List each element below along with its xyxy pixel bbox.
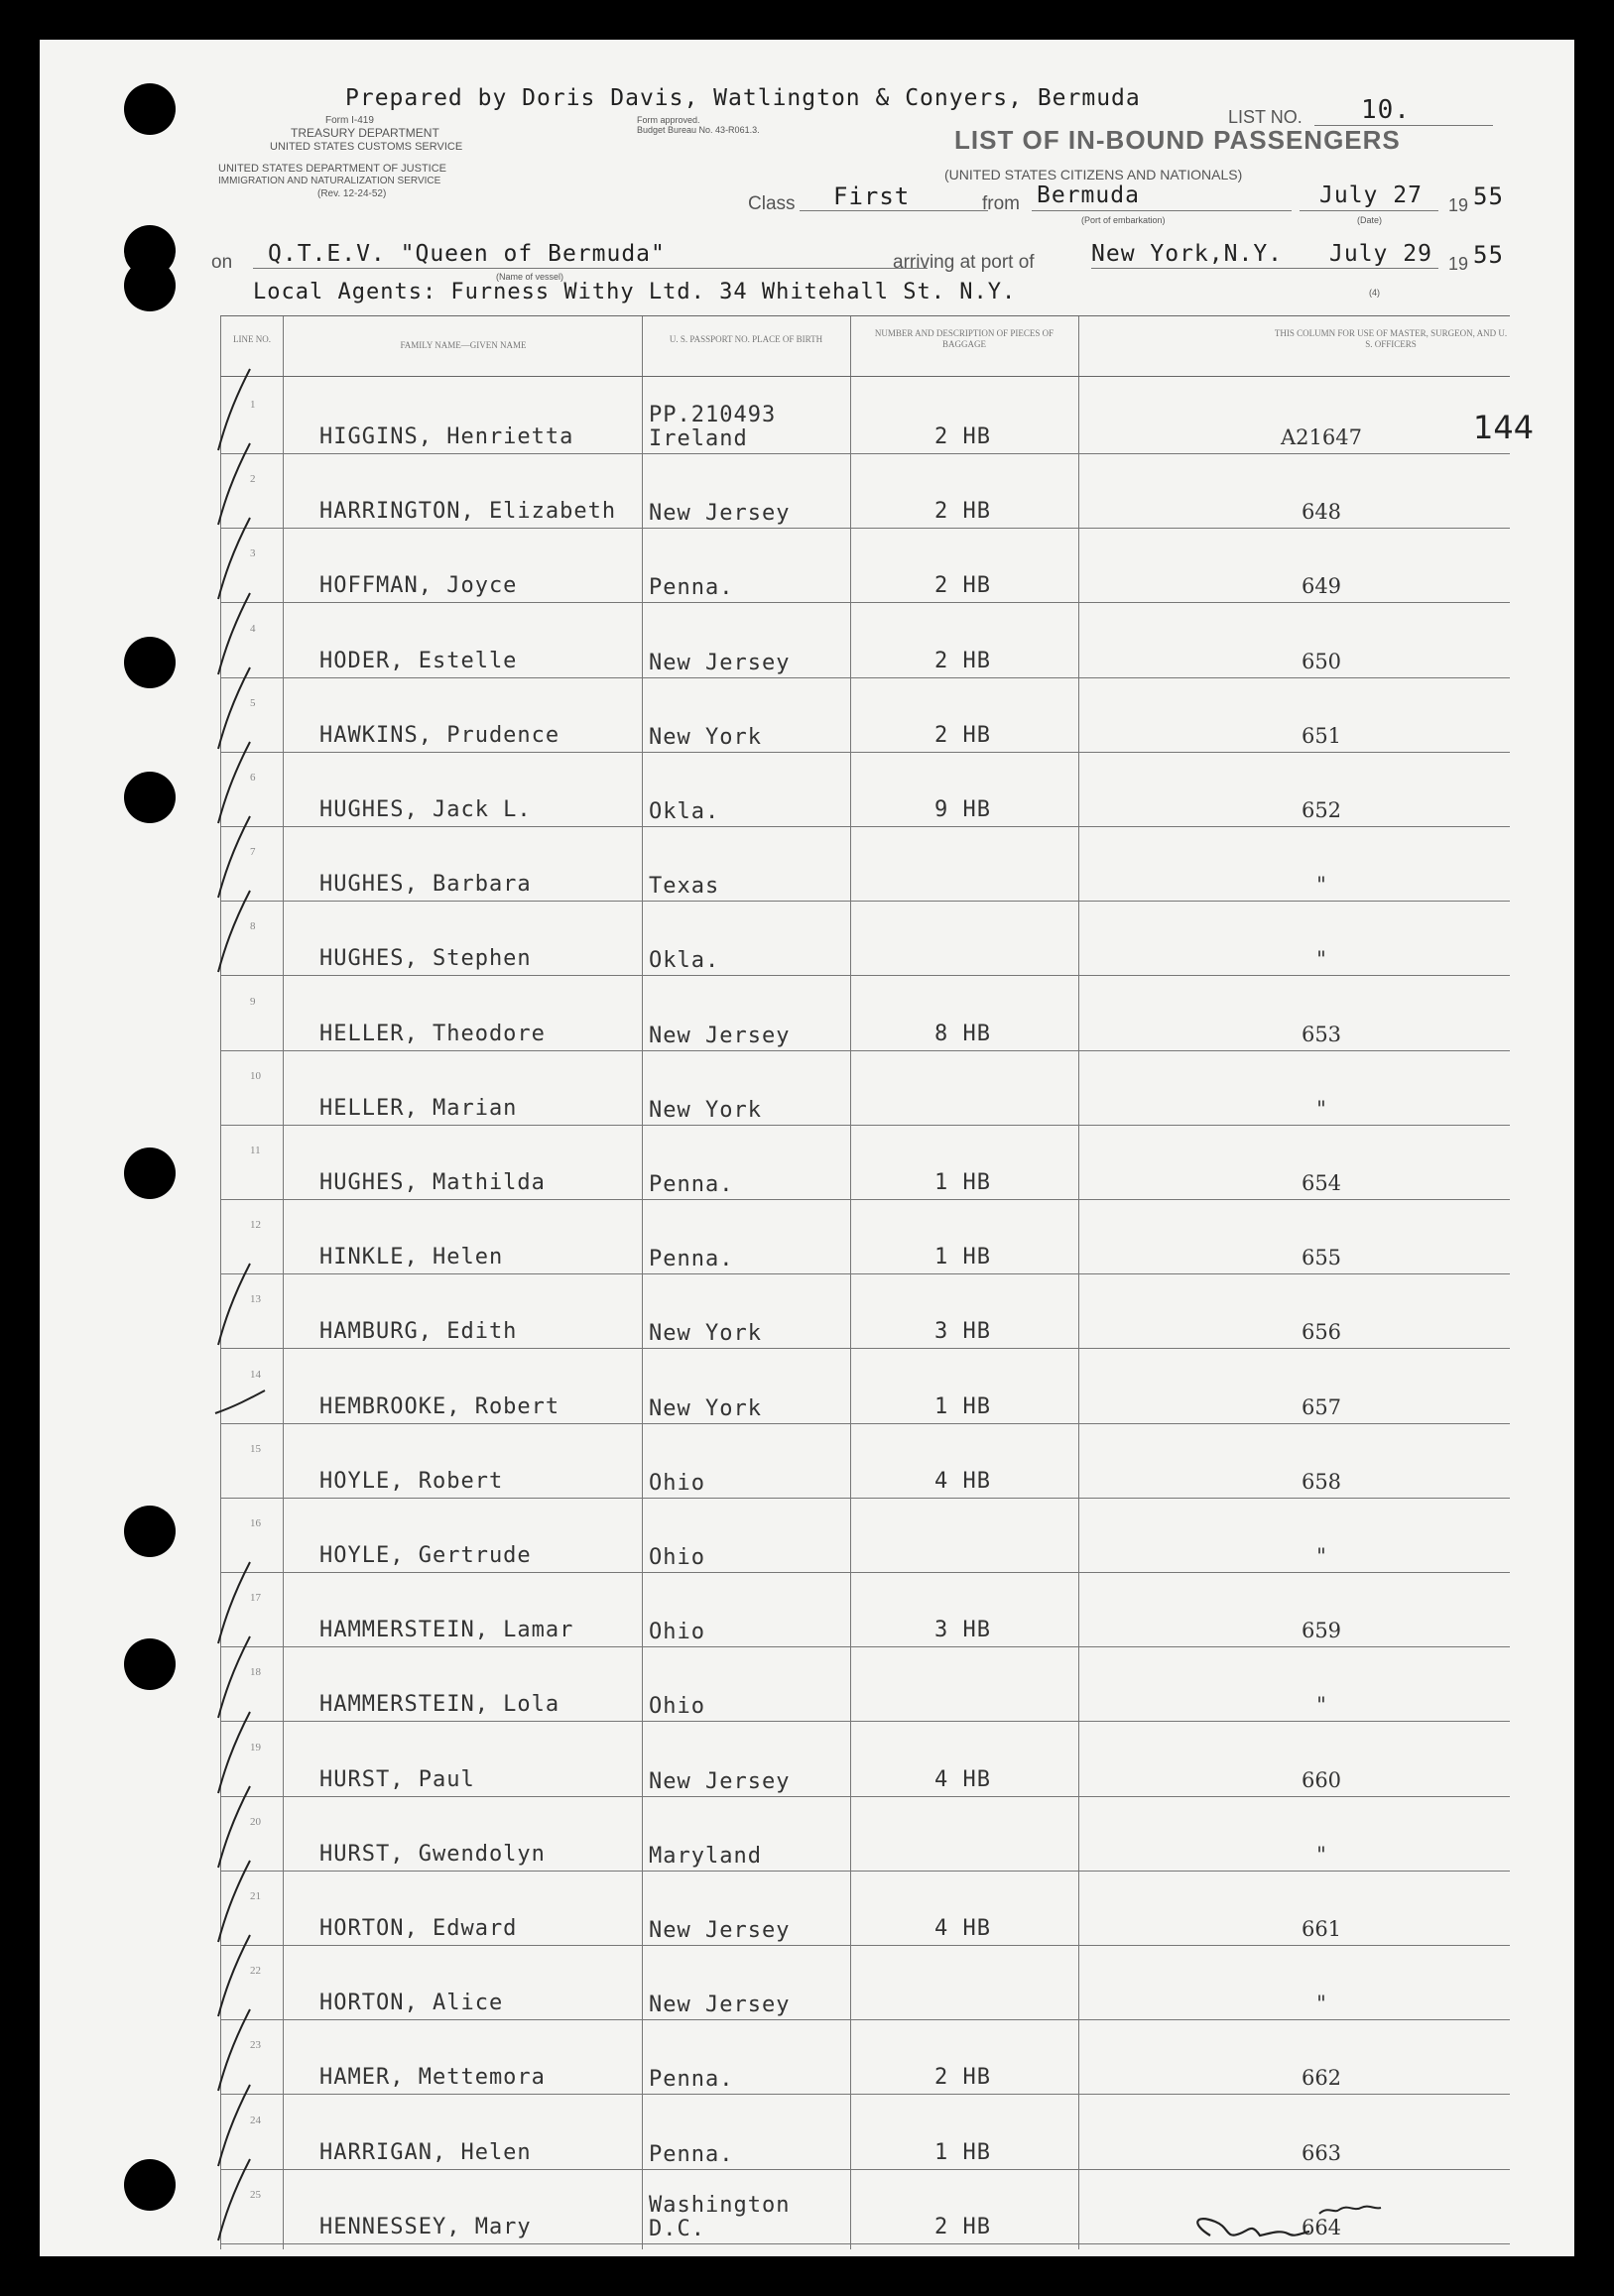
passenger-name: HARRIGAN, Helen	[319, 2139, 532, 2165]
line-number: 4	[250, 622, 256, 635]
place-of-birth: New York	[649, 724, 762, 750]
place-of-birth: Penna.	[649, 575, 734, 601]
line-number: 14	[250, 1368, 261, 1381]
passport-place	[649, 1322, 762, 1346]
line-number: 23	[250, 2039, 261, 2052]
departure-date: July 27	[1319, 182, 1423, 208]
binder-hole	[124, 260, 176, 311]
place-of-birth: Ohio	[649, 1545, 705, 1570]
baggage-count: 1 HB	[934, 1245, 991, 1270]
line-number: 1	[250, 399, 256, 411]
place-of-birth: Okla.	[649, 948, 720, 974]
passport-place	[649, 1397, 762, 1421]
passport-place	[649, 1695, 705, 1719]
table-row	[220, 901, 1510, 976]
passport-place	[649, 2068, 733, 2092]
officer-number: "	[1316, 1992, 1326, 2016]
table-row	[220, 976, 1510, 1051]
check-stroke	[218, 891, 250, 972]
table-row	[220, 1050, 1510, 1126]
check-stroke	[218, 2159, 250, 2240]
passenger-name: HAMMERSTEIN, Lamar	[319, 1618, 574, 1643]
form-title: LIST OF IN-BOUND PASSENGERS	[954, 125, 1401, 155]
place-of-birth: Ohio	[649, 1620, 705, 1645]
place-of-birth: New Jersey	[649, 501, 791, 527]
on-label: on	[211, 252, 233, 273]
baggage-count: 1 HB	[934, 2139, 991, 2165]
officer-number: "	[1316, 1842, 1326, 1867]
passenger-name: HORTON, Alice	[319, 1991, 504, 2016]
officer-number: "	[1316, 1693, 1326, 1718]
table-row	[220, 1349, 1510, 1424]
passport-place	[649, 726, 762, 750]
table-row	[220, 1423, 1510, 1499]
form-subtitle: (UNITED STATES CITIZENS AND NATIONALS)	[944, 167, 1243, 182]
justice-dept: UNITED STATES DEPARTMENT OF JUSTICE	[218, 163, 447, 175]
officer-number: A21647	[1281, 425, 1362, 449]
passenger-name: HAMER, Mettemora	[319, 2065, 546, 2091]
officer-number: 660	[1301, 1767, 1342, 1792]
place-of-birth: Maryland	[649, 1843, 762, 1869]
binder-hole	[124, 1148, 176, 1199]
passport-place	[649, 1994, 790, 2017]
officer-number: 655	[1301, 1246, 1342, 1270]
class-value: First	[833, 182, 911, 210]
manifest-page	[40, 40, 1574, 2256]
line-number: 20	[250, 1815, 261, 1828]
passenger-name: HIGGINS, Henrietta	[319, 424, 574, 449]
binder-hole	[124, 772, 176, 823]
passenger-name: HELLER, Theodore	[319, 1021, 546, 1046]
passport-place	[649, 1621, 705, 1644]
line-number: 18	[250, 1666, 261, 1679]
table-row	[220, 1498, 1510, 1573]
table-row	[220, 379, 1510, 454]
form-approved: Form approved.	[637, 115, 700, 125]
place-of-birth: New York	[649, 1395, 762, 1421]
passport-place	[649, 800, 719, 824]
passenger-name: HAMMERSTEIN, Lola	[319, 1692, 560, 1718]
passenger-name: HUGHES, Barbara	[319, 872, 532, 898]
header-passport: U. S. PASSPORT NO. PLACE OF BIRTH	[669, 334, 823, 344]
passport-place	[649, 1099, 762, 1123]
officer-number: "	[1316, 1544, 1326, 1568]
place-of-birth: New Jersey	[649, 1918, 791, 1943]
place-of-birth: Penna.	[649, 2067, 734, 2093]
table-row	[220, 528, 1510, 603]
check-mark	[210, 1319, 280, 1428]
passport-place	[649, 652, 790, 675]
passport-place	[649, 1770, 790, 1794]
passport-place	[649, 1173, 733, 1197]
binder-hole	[124, 2159, 176, 2211]
budget-bureau: Budget Bureau No. 43-R061.3.	[637, 125, 760, 135]
baggage-count: 4 HB	[934, 1916, 991, 1941]
rev-date: (Rev. 12-24-52)	[317, 188, 387, 199]
officer-number: 656	[1301, 1320, 1342, 1345]
baggage-count: 1 HB	[934, 1170, 991, 1195]
passport-place	[649, 875, 719, 899]
passenger-name: HOYLE, Robert	[319, 1468, 504, 1494]
officer-number: 653	[1301, 1022, 1342, 1046]
agents-caption: (4)	[1369, 288, 1380, 298]
line-number: 5	[250, 696, 256, 709]
passport-place	[649, 1472, 705, 1496]
line-number: 7	[250, 846, 256, 859]
table-row	[220, 1125, 1510, 1200]
treasury-dept: TREASURY DEPARTMENT	[291, 126, 439, 140]
arrival-year-prefix: 19	[1448, 254, 1469, 274]
officer-number: 664	[1301, 2215, 1342, 2239]
arriving-label: arriving at port of	[893, 252, 1035, 273]
vessel-caption: (Name of vessel)	[496, 272, 564, 282]
line-number: 16	[250, 1517, 261, 1529]
officer-number: 651	[1301, 723, 1342, 748]
line-number: 15	[250, 1442, 261, 1455]
ins-service: IMMIGRATION AND NATURALIZATION SERVICE	[218, 176, 441, 186]
baggage-count: 3 HB	[934, 1618, 991, 1643]
passport-place	[649, 1248, 733, 1271]
line-number: 19	[250, 1741, 261, 1753]
baggage-count: 2 HB	[934, 499, 991, 525]
baggage-count: 2 HB	[934, 722, 991, 748]
line-number: 13	[250, 1293, 261, 1306]
line-number: 2	[250, 473, 256, 486]
baggage-count: 2 HB	[934, 648, 991, 673]
passenger-name: HUGHES, Jack L.	[319, 797, 532, 822]
passenger-name: HURST, Gwendolyn	[319, 1841, 546, 1867]
table-row	[220, 1871, 1510, 1946]
class-underline	[800, 210, 988, 211]
line-number: 3	[250, 547, 256, 560]
line-number: 12	[250, 1219, 261, 1232]
line-number: 9	[250, 995, 256, 1008]
line-number: 11	[250, 1145, 261, 1156]
table-row	[220, 1199, 1510, 1274]
date-caption: (Date)	[1357, 215, 1383, 225]
baggage-count: 2 HB	[934, 2065, 991, 2091]
from-value: Bermuda	[1037, 182, 1140, 208]
officer-number: 648	[1301, 500, 1342, 525]
arrival-underline	[1091, 268, 1438, 269]
place-of-birth: Penna.	[649, 1172, 734, 1197]
officer-number: 654	[1301, 1171, 1342, 1195]
table-row	[220, 453, 1510, 529]
passport-place	[649, 2194, 790, 2241]
check-mark	[210, 871, 280, 980]
place-of-birth: New Jersey	[649, 1993, 791, 2018]
place-of-birth: Ohio	[649, 1470, 705, 1496]
check-stroke	[215, 1390, 265, 1413]
table-row	[220, 1796, 1510, 1872]
table-row	[220, 1945, 1510, 2020]
officer-signature	[1171, 2194, 1438, 2253]
page-stamp: 144	[1473, 409, 1535, 446]
header-baggage: NUMBER AND DESCRIPTION OF PIECES OF BAGGAGE	[874, 328, 1055, 349]
table-row	[220, 1273, 1510, 1349]
place-of-birth: Ireland	[649, 426, 748, 451]
line-number: 25	[250, 2188, 261, 2201]
place-of-birth: New Jersey	[649, 1768, 791, 1794]
baggage-count: 1 HB	[934, 1393, 991, 1419]
binder-hole	[124, 83, 176, 135]
baggage-count: 2 HB	[934, 424, 991, 449]
table-row	[220, 2095, 1510, 2170]
passport-number: PP.210493	[649, 403, 777, 427]
table-row	[220, 1722, 1510, 1797]
passport-place	[649, 404, 776, 451]
from-underline	[1032, 210, 1292, 211]
baggage-count: 8 HB	[934, 1021, 991, 1046]
check-mark	[210, 2139, 280, 2248]
place-of-birth: Okla.	[649, 799, 720, 824]
place-of-birth: Penna.	[649, 2141, 734, 2167]
passenger-name: HARRINGTON, Elizabeth	[319, 499, 617, 525]
baggage-count: 2 HB	[934, 573, 991, 599]
place-of-birth: New York	[649, 1321, 762, 1347]
binder-hole	[124, 1506, 176, 1557]
passenger-name: HURST, Paul	[319, 1766, 475, 1792]
table-row	[220, 752, 1510, 827]
passenger-table	[220, 315, 1510, 2249]
header-line-no: LINE NO.	[233, 334, 271, 344]
line-number: 24	[250, 2114, 261, 2126]
place-of-birth: Ohio	[649, 1694, 705, 1720]
binder-hole	[124, 1638, 176, 1690]
passenger-name: HOYLE, Gertrude	[319, 1543, 532, 1568]
table-header	[220, 315, 1510, 377]
vessel-name: Q.T.E.V. "Queen of Bermuda"	[268, 241, 666, 267]
place-of-birth: New Jersey	[649, 1023, 791, 1048]
officer-number: "	[1316, 947, 1326, 972]
date-underline	[1300, 210, 1438, 211]
prepared-by: Prepared by Doris Davis, Watlington & Conyers, Bermuda	[345, 85, 1141, 111]
passport-place	[649, 576, 733, 600]
officer-number: 649	[1301, 574, 1342, 599]
year-prefix: 19	[1448, 195, 1469, 215]
customs-service: UNITED STATES CUSTOMS SERVICE	[270, 141, 463, 153]
line-number: 17	[250, 1592, 261, 1605]
passenger-name: HAMBURG, Edith	[319, 1319, 518, 1345]
place-of-birth: New Jersey	[649, 650, 791, 675]
officer-number: 663	[1301, 2140, 1342, 2165]
list-no-label: LIST NO.	[1228, 107, 1303, 127]
officer-number: 657	[1301, 1394, 1342, 1419]
officer-number: 661	[1301, 1917, 1342, 1941]
officer-number: 650	[1301, 649, 1342, 673]
passenger-name: HORTON, Edward	[319, 1916, 518, 1941]
header-officers: THIS COLUMN FOR USE OF MASTER, SURGEON, AND U. S. OFFICERS	[1274, 328, 1508, 349]
table-row	[220, 2019, 1510, 2095]
place-of-birth: New York	[649, 1097, 762, 1123]
binder-hole	[124, 637, 176, 688]
passenger-name: HAWKINS, Prudence	[319, 722, 560, 748]
line-number: 10	[250, 1069, 261, 1082]
passport-place	[649, 1845, 762, 1869]
line-number: 6	[250, 772, 256, 784]
officer-number: "	[1316, 873, 1326, 898]
vessel-underline	[253, 268, 928, 269]
officer-number: "	[1316, 1096, 1326, 1121]
local-agents: Local Agents: Furness Withy Ltd. 34 Whitehall St. N.Y.	[253, 280, 1017, 304]
arrival-year: 55	[1473, 241, 1504, 269]
table-row	[220, 826, 1510, 902]
list-no-value: 10.	[1361, 95, 1411, 125]
passenger-name: HUGHES, Mathilda	[319, 1170, 546, 1195]
passport-place	[649, 1025, 790, 1048]
from-label: from	[982, 193, 1020, 214]
baggage-count: 4 HB	[934, 1766, 991, 1792]
passport-place	[649, 1546, 705, 1570]
passenger-name: HEMBROOKE, Robert	[319, 1393, 560, 1419]
passport-place	[649, 2143, 733, 2167]
passenger-name: HENNESSEY, Mary	[319, 2214, 532, 2239]
form-number: Form I-419	[325, 115, 374, 126]
passenger-name: HOFFMAN, Joyce	[319, 573, 518, 599]
baggage-count: 3 HB	[934, 1319, 991, 1345]
place-of-birth: D.C.	[649, 2216, 705, 2241]
passenger-name: HUGHES, Stephen	[319, 946, 532, 972]
passport-place	[649, 502, 790, 526]
port-embark-caption: (Port of embarkation)	[1081, 215, 1166, 225]
arrival-date: July 29	[1329, 241, 1432, 267]
passenger-name: HELLER, Marian	[319, 1095, 518, 1121]
arrival-port: New York,N.Y.	[1091, 241, 1284, 267]
passport-place	[649, 949, 719, 973]
baggage-count: 4 HB	[934, 1468, 991, 1494]
officer-number: 659	[1301, 1619, 1342, 1643]
passenger-name: HINKLE, Helen	[319, 1245, 504, 1270]
baggage-count: 9 HB	[934, 797, 991, 822]
officer-number: 652	[1301, 798, 1342, 822]
passenger-name: HODER, Estelle	[319, 648, 518, 673]
line-number: 21	[250, 1890, 261, 1902]
year-value: 55	[1473, 182, 1504, 210]
place-of-birth: Texas	[649, 874, 720, 900]
officer-number: 662	[1301, 2066, 1342, 2091]
place-of-birth: Penna.	[649, 1247, 734, 1272]
table-row	[220, 1646, 1510, 1722]
table-row	[220, 677, 1510, 753]
officer-number: 658	[1301, 1469, 1342, 1494]
header-name: FAMILY NAME—GIVEN NAME	[400, 340, 527, 350]
table-row	[220, 1572, 1510, 1647]
class-label: Class	[748, 193, 796, 214]
line-number: 22	[250, 1965, 261, 1978]
passport-place	[649, 1919, 790, 1943]
table-row	[220, 603, 1510, 678]
baggage-count: 2 HB	[934, 2214, 991, 2239]
line-number: 8	[250, 920, 256, 933]
passport-number: Washington	[649, 2192, 791, 2218]
